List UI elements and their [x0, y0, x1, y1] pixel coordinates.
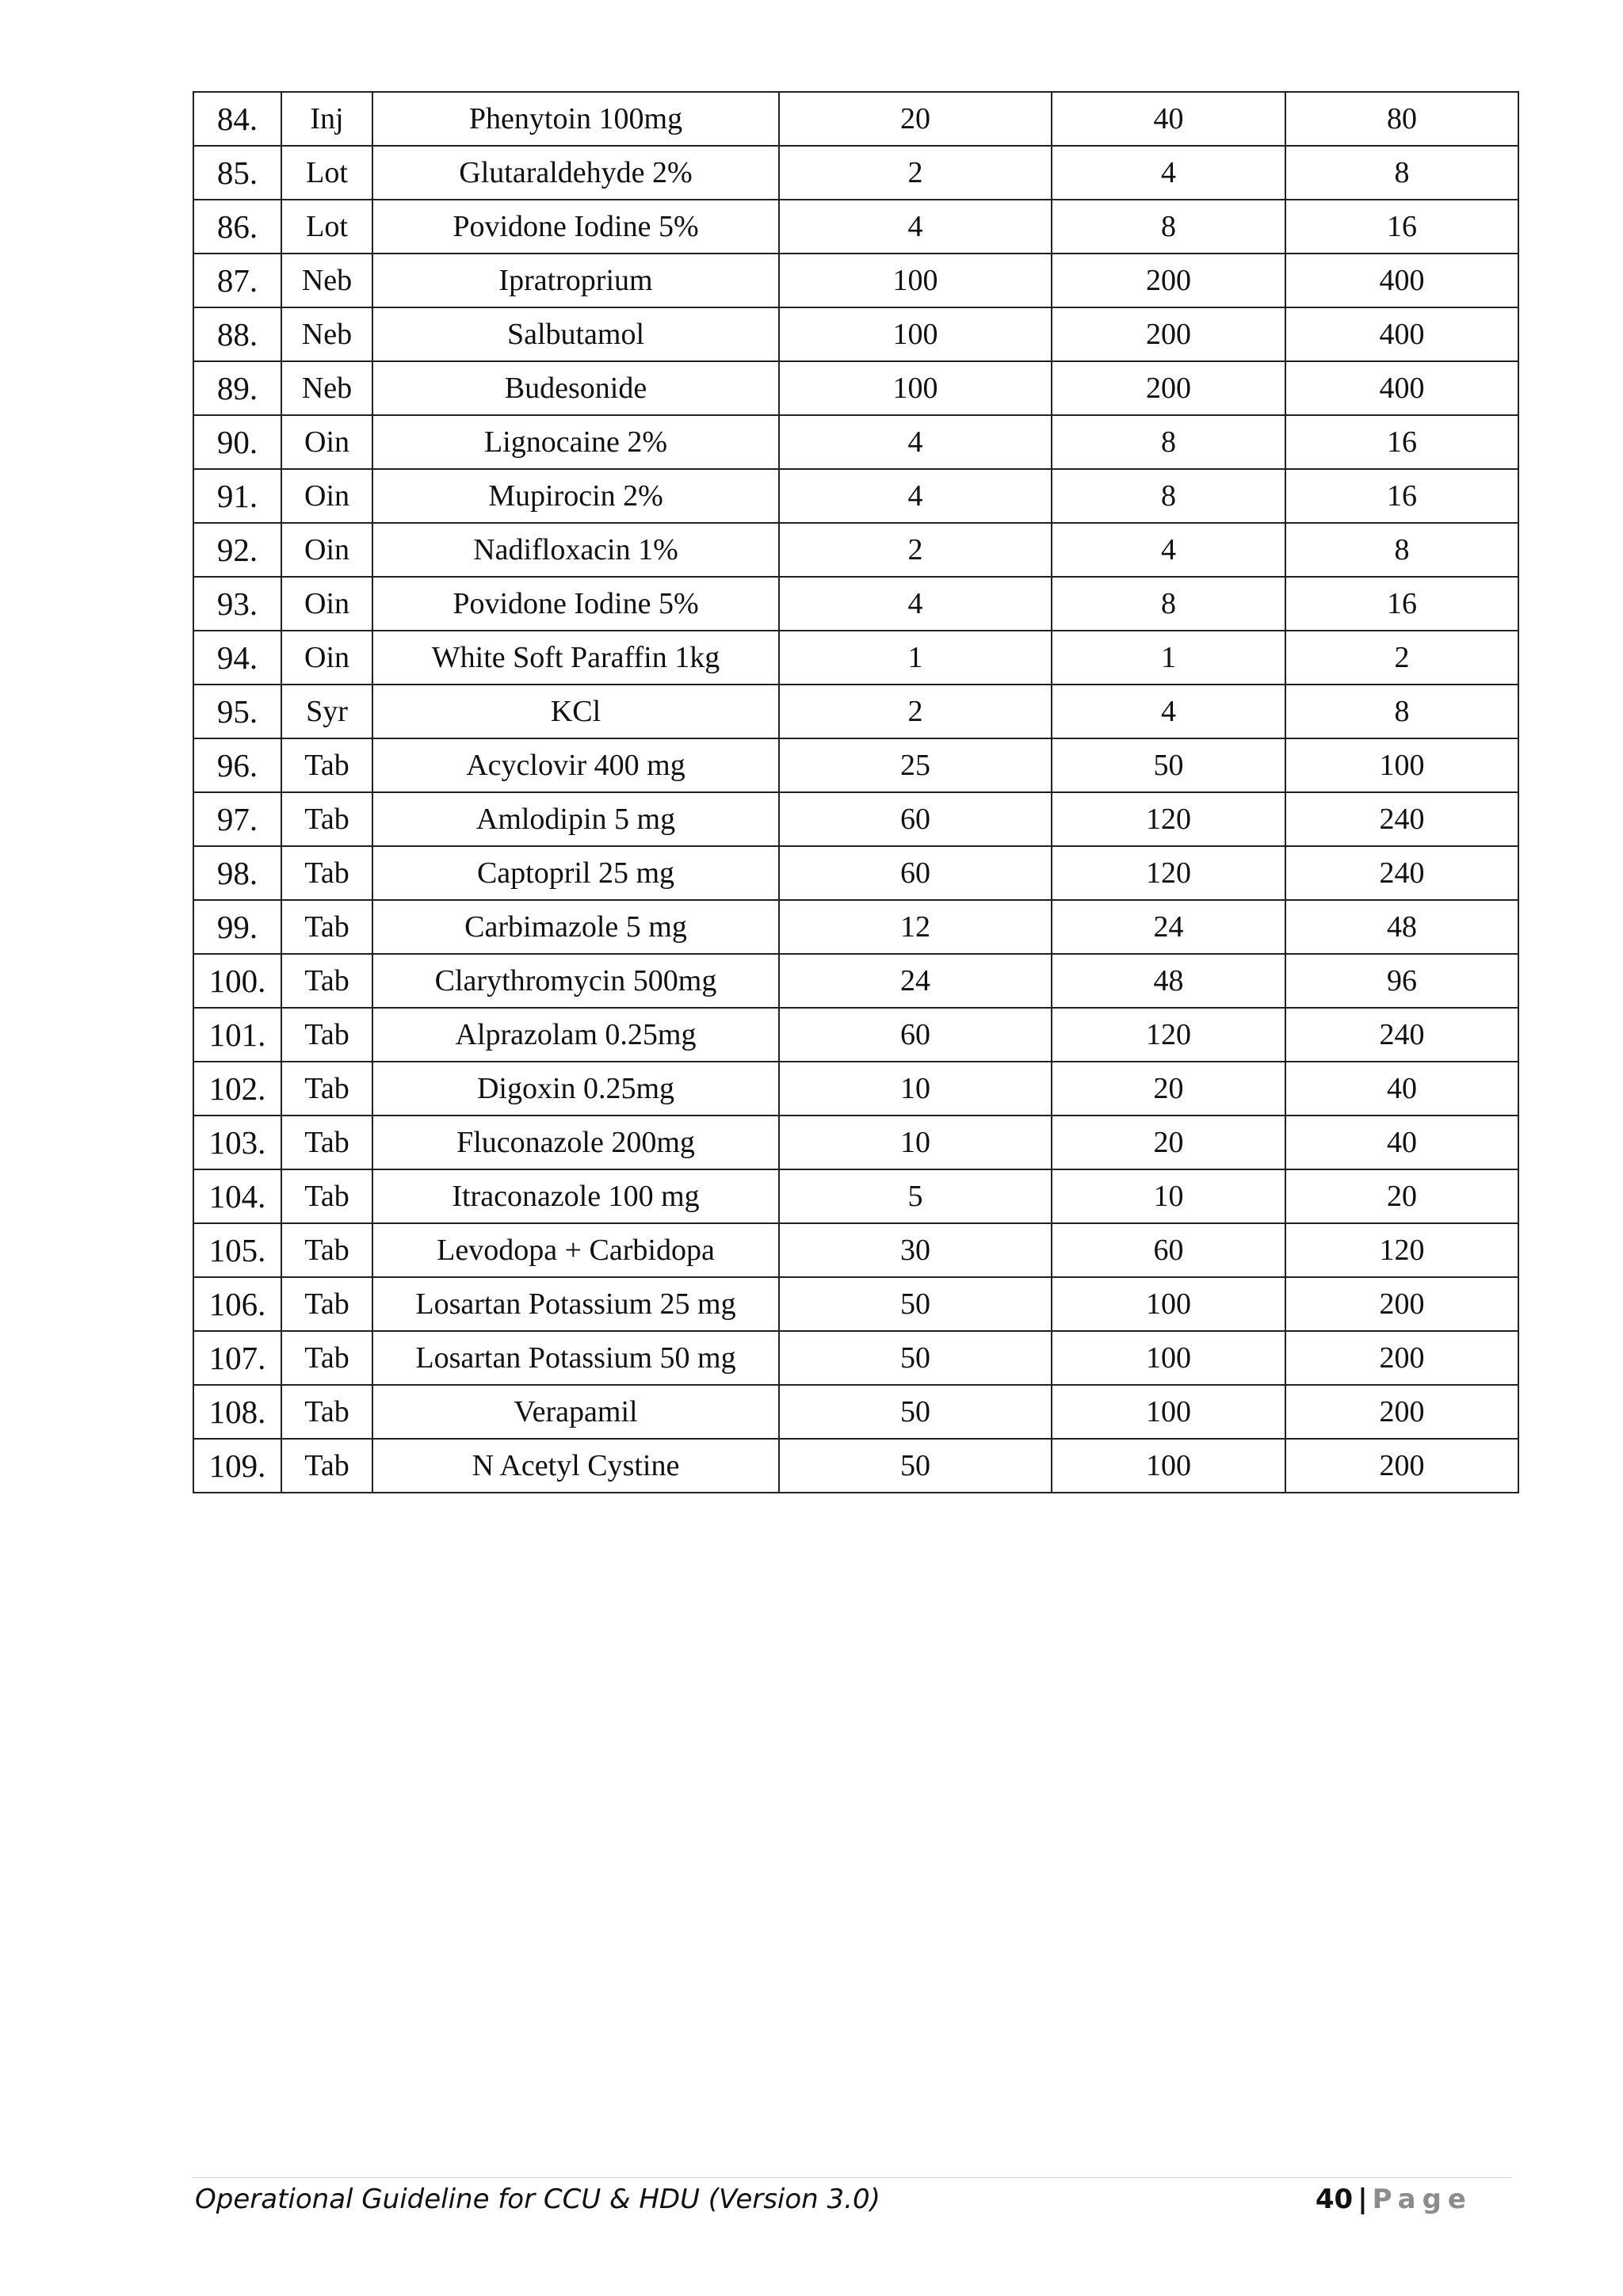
table-row — [193, 792, 1518, 846]
table-row — [193, 1062, 1518, 1116]
table-row — [193, 1385, 1518, 1439]
cell-serial-number: 97. — [193, 792, 281, 846]
cell-quantity-1: 100 — [779, 361, 1052, 415]
cell-quantity-1: 10 — [779, 1062, 1052, 1116]
cell-serial-number: 96. — [193, 738, 281, 792]
cell-drug-name: White Soft Paraffin 1kg — [372, 631, 779, 685]
cell-quantity-3: 40 — [1285, 1062, 1518, 1116]
cell-quantity-2: 100 — [1052, 1277, 1285, 1331]
cell-quantity-1: 2 — [779, 685, 1052, 738]
cell-quantity-2: 4 — [1052, 685, 1285, 738]
page-separator: | — [1358, 2183, 1368, 2215]
cell-quantity-1: 12 — [779, 900, 1052, 954]
cell-serial-number: 88. — [193, 307, 281, 361]
cell-serial-number: 86. — [193, 200, 281, 254]
cell-serial-number: 84. — [193, 92, 281, 146]
cell-dosage-form: Neb — [281, 307, 372, 361]
table-row — [193, 577, 1518, 631]
footer-page-indicator — [1316, 2183, 1472, 2215]
cell-serial-number: 101. — [193, 1008, 281, 1062]
cell-quantity-2: 60 — [1052, 1223, 1285, 1277]
table-row — [193, 1169, 1518, 1223]
cell-drug-name: Nadifloxacin 1% — [372, 523, 779, 577]
cell-dosage-form: Tab — [281, 954, 372, 1008]
cell-quantity-3: 240 — [1285, 1008, 1518, 1062]
cell-quantity-3: 16 — [1285, 577, 1518, 631]
cell-quantity-1: 50 — [779, 1439, 1052, 1493]
cell-serial-number: 94. — [193, 631, 281, 685]
cell-drug-name: Salbutamol — [372, 307, 779, 361]
cell-quantity-2: 100 — [1052, 1331, 1285, 1385]
cell-quantity-1: 5 — [779, 1169, 1052, 1223]
cell-drug-name: Budesonide — [372, 361, 779, 415]
cell-quantity-3: 200 — [1285, 1439, 1518, 1493]
table-row — [193, 1277, 1518, 1331]
table-row — [193, 900, 1518, 954]
cell-drug-name: Mupirocin 2% — [372, 469, 779, 523]
cell-serial-number: 85. — [193, 146, 281, 200]
cell-serial-number: 89. — [193, 361, 281, 415]
table-row — [193, 523, 1518, 577]
table-row — [193, 954, 1518, 1008]
cell-dosage-form: Inj — [281, 92, 372, 146]
cell-dosage-form: Oin — [281, 415, 372, 469]
cell-drug-name: Carbimazole 5 mg — [372, 900, 779, 954]
cell-drug-name: Lignocaine 2% — [372, 415, 779, 469]
cell-quantity-3: 16 — [1285, 469, 1518, 523]
table-body — [193, 92, 1518, 1493]
cell-serial-number: 98. — [193, 846, 281, 900]
cell-serial-number: 87. — [193, 254, 281, 307]
cell-quantity-2: 200 — [1052, 361, 1285, 415]
table-row — [193, 846, 1518, 900]
cell-quantity-1: 25 — [779, 738, 1052, 792]
cell-dosage-form: Lot — [281, 200, 372, 254]
cell-dosage-form: Tab — [281, 1008, 372, 1062]
drug-table — [193, 91, 1519, 1493]
table-row — [193, 1116, 1518, 1169]
cell-quantity-2: 8 — [1052, 469, 1285, 523]
cell-quantity-2: 20 — [1052, 1062, 1285, 1116]
cell-serial-number: 103. — [193, 1116, 281, 1169]
cell-quantity-3: 2 — [1285, 631, 1518, 685]
cell-quantity-1: 4 — [779, 415, 1052, 469]
cell-drug-name: Povidone Iodine 5% — [372, 577, 779, 631]
cell-serial-number: 92. — [193, 523, 281, 577]
cell-drug-name: KCl — [372, 685, 779, 738]
cell-serial-number: 100. — [193, 954, 281, 1008]
cell-dosage-form: Tab — [281, 792, 372, 846]
cell-quantity-3: 120 — [1285, 1223, 1518, 1277]
page-label: Page — [1372, 2183, 1472, 2215]
cell-quantity-3: 8 — [1285, 523, 1518, 577]
cell-quantity-2: 20 — [1052, 1116, 1285, 1169]
cell-drug-name: Amlodipin 5 mg — [372, 792, 779, 846]
cell-dosage-form: Tab — [281, 1439, 372, 1493]
cell-quantity-3: 100 — [1285, 738, 1518, 792]
cell-dosage-form: Tab — [281, 1385, 372, 1439]
cell-serial-number: 95. — [193, 685, 281, 738]
footer-divider — [193, 2177, 1511, 2178]
cell-dosage-form: Oin — [281, 577, 372, 631]
cell-quantity-1: 4 — [779, 200, 1052, 254]
cell-dosage-form: Oin — [281, 631, 372, 685]
cell-drug-name: Povidone Iodine 5% — [372, 200, 779, 254]
cell-quantity-3: 400 — [1285, 254, 1518, 307]
cell-quantity-2: 4 — [1052, 523, 1285, 577]
cell-quantity-3: 400 — [1285, 307, 1518, 361]
cell-quantity-2: 8 — [1052, 415, 1285, 469]
cell-quantity-2: 100 — [1052, 1439, 1285, 1493]
cell-quantity-3: 40 — [1285, 1116, 1518, 1169]
cell-quantity-3: 400 — [1285, 361, 1518, 415]
cell-quantity-1: 50 — [779, 1385, 1052, 1439]
cell-dosage-form: Tab — [281, 900, 372, 954]
cell-quantity-3: 240 — [1285, 846, 1518, 900]
table-row — [193, 146, 1518, 200]
cell-quantity-3: 48 — [1285, 900, 1518, 954]
table-row — [193, 1331, 1518, 1385]
cell-quantity-2: 8 — [1052, 577, 1285, 631]
cell-quantity-3: 96 — [1285, 954, 1518, 1008]
cell-quantity-2: 50 — [1052, 738, 1285, 792]
cell-drug-name: Glutaraldehyde 2% — [372, 146, 779, 200]
cell-serial-number: 99. — [193, 900, 281, 954]
cell-drug-name: Levodopa + Carbidopa — [372, 1223, 779, 1277]
table-row — [193, 1223, 1518, 1277]
cell-quantity-1: 50 — [779, 1277, 1052, 1331]
cell-quantity-3: 8 — [1285, 146, 1518, 200]
table-row — [193, 1439, 1518, 1493]
cell-dosage-form: Oin — [281, 523, 372, 577]
page-number: 40 — [1315, 2183, 1354, 2215]
cell-dosage-form: Tab — [281, 1169, 372, 1223]
cell-quantity-2: 24 — [1052, 900, 1285, 954]
footer-document-title: Operational Guideline for CCU & HDU (Version 3.0) — [195, 2183, 880, 2215]
cell-quantity-1: 30 — [779, 1223, 1052, 1277]
cell-quantity-1: 60 — [779, 792, 1052, 846]
table-row — [193, 738, 1518, 792]
cell-dosage-form: Neb — [281, 254, 372, 307]
cell-drug-name: Losartan Potassium 50 mg — [372, 1331, 779, 1385]
table-row — [193, 415, 1518, 469]
cell-quantity-3: 200 — [1285, 1385, 1518, 1439]
cell-quantity-2: 1 — [1052, 631, 1285, 685]
cell-quantity-2: 10 — [1052, 1169, 1285, 1223]
cell-quantity-3: 200 — [1285, 1277, 1518, 1331]
cell-quantity-2: 200 — [1052, 254, 1285, 307]
cell-quantity-1: 1 — [779, 631, 1052, 685]
cell-quantity-2: 120 — [1052, 792, 1285, 846]
cell-serial-number: 91. — [193, 469, 281, 523]
cell-quantity-2: 4 — [1052, 146, 1285, 200]
cell-quantity-2: 8 — [1052, 200, 1285, 254]
cell-dosage-form: Tab — [281, 1277, 372, 1331]
cell-quantity-1: 20 — [779, 92, 1052, 146]
cell-quantity-3: 80 — [1285, 92, 1518, 146]
table-row — [193, 469, 1518, 523]
cell-quantity-1: 60 — [779, 846, 1052, 900]
table-row — [193, 200, 1518, 254]
cell-dosage-form: Tab — [281, 1116, 372, 1169]
cell-quantity-3: 16 — [1285, 200, 1518, 254]
cell-quantity-1: 2 — [779, 523, 1052, 577]
cell-dosage-form: Tab — [281, 1331, 372, 1385]
cell-drug-name: Digoxin 0.25mg — [372, 1062, 779, 1116]
cell-quantity-3: 16 — [1285, 415, 1518, 469]
cell-serial-number: 93. — [193, 577, 281, 631]
cell-quantity-3: 8 — [1285, 685, 1518, 738]
cell-quantity-1: 24 — [779, 954, 1052, 1008]
cell-quantity-3: 200 — [1285, 1331, 1518, 1385]
cell-dosage-form: Lot — [281, 146, 372, 200]
cell-drug-name: Fluconazole 200mg — [372, 1116, 779, 1169]
cell-serial-number: 107. — [193, 1331, 281, 1385]
cell-quantity-1: 100 — [779, 307, 1052, 361]
table-row — [193, 92, 1518, 146]
cell-quantity-2: 40 — [1052, 92, 1285, 146]
cell-drug-name: Acyclovir 400 mg — [372, 738, 779, 792]
cell-quantity-2: 100 — [1052, 1385, 1285, 1439]
cell-dosage-form: Oin — [281, 469, 372, 523]
cell-dosage-form: Tab — [281, 1223, 372, 1277]
cell-quantity-1: 10 — [779, 1116, 1052, 1169]
cell-quantity-2: 48 — [1052, 954, 1285, 1008]
cell-drug-name: Alprazolam 0.25mg — [372, 1008, 779, 1062]
table-row — [193, 685, 1518, 738]
cell-dosage-form: Tab — [281, 846, 372, 900]
table-row — [193, 631, 1518, 685]
cell-drug-name: Itraconazole 100 mg — [372, 1169, 779, 1223]
cell-drug-name: N Acetyl Cystine — [372, 1439, 779, 1493]
cell-quantity-1: 60 — [779, 1008, 1052, 1062]
table-row — [193, 254, 1518, 307]
cell-quantity-3: 20 — [1285, 1169, 1518, 1223]
cell-quantity-2: 200 — [1052, 307, 1285, 361]
cell-dosage-form: Neb — [281, 361, 372, 415]
cell-serial-number: 90. — [193, 415, 281, 469]
cell-serial-number: 109. — [193, 1439, 281, 1493]
cell-serial-number: 104. — [193, 1169, 281, 1223]
cell-serial-number: 105. — [193, 1223, 281, 1277]
cell-quantity-1: 50 — [779, 1331, 1052, 1385]
cell-quantity-2: 120 — [1052, 1008, 1285, 1062]
cell-quantity-1: 4 — [779, 469, 1052, 523]
cell-quantity-1: 2 — [779, 146, 1052, 200]
cell-drug-name: Captopril 25 mg — [372, 846, 779, 900]
cell-drug-name: Losartan Potassium 25 mg — [372, 1277, 779, 1331]
table-row — [193, 1008, 1518, 1062]
cell-serial-number: 102. — [193, 1062, 281, 1116]
cell-quantity-2: 120 — [1052, 846, 1285, 900]
cell-dosage-form: Tab — [281, 1062, 372, 1116]
cell-drug-name: Phenytoin 100mg — [372, 92, 779, 146]
cell-serial-number: 106. — [193, 1277, 281, 1331]
cell-serial-number: 108. — [193, 1385, 281, 1439]
cell-quantity-3: 240 — [1285, 792, 1518, 846]
cell-dosage-form: Tab — [281, 738, 372, 792]
cell-drug-name: Ipratroprium — [372, 254, 779, 307]
table-row — [193, 307, 1518, 361]
cell-dosage-form: Syr — [281, 685, 372, 738]
cell-drug-name: Verapamil — [372, 1385, 779, 1439]
table-row — [193, 361, 1518, 415]
cell-quantity-1: 4 — [779, 577, 1052, 631]
cell-quantity-1: 100 — [779, 254, 1052, 307]
cell-drug-name: Clarythromycin 500mg — [372, 954, 779, 1008]
